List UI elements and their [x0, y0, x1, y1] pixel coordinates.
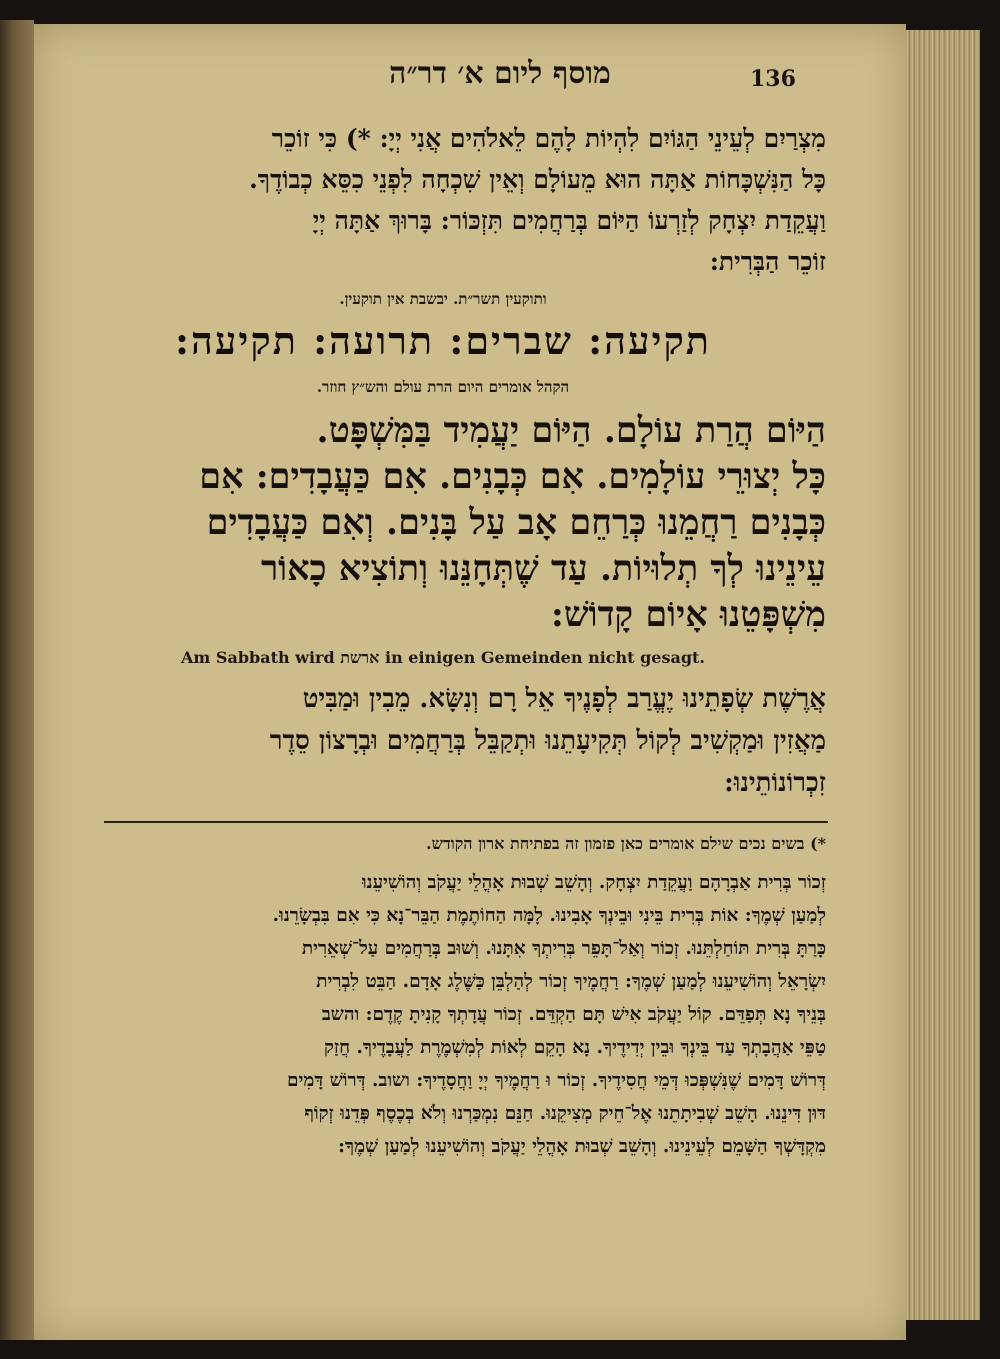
shofar-blasts-heading: תקיעה: שברים: תרועה: תקיעה:: [175, 318, 711, 363]
text-line: לְמַעַן שְׁמֶךָ: אוֹת בְּרִית בֵּינִי וּבֵינְךָ אָבִינוּ. לָמָּה הַחוֹתֶמֶת הַבֵּר־נָא כִּי אִם בִּבְשָׂרֵנוּ.: [272, 905, 826, 926]
rubric-instruction: ותוקעין תשר״ת. יבשבת אין תוקעין.: [339, 290, 547, 308]
text-line: הַיּוֹם הֲרַת עוֹלָם. הַיּוֹם יַעֲמִיד בַּמִּשְׁפָּט.: [316, 410, 826, 451]
text-line: עֵינֵינוּ לְךָ תְלוּיוֹת. עַד שֶׁתְּחָנֵּנוּ וְתוֹצִיא כָאוֹר: [260, 548, 826, 589]
text-line: דּוּן דִּינֵנוּ. הָשֵׁב שְׁבִיתָתֵנוּ אֶל־חֵיק מְצִיקֵנוּ. חַנֵּם נִמְכַּרְנוּ וְלֹא בְכֶסֶף פְּדֵנוּ זְקוֹף: [304, 1103, 826, 1124]
text-line: יִשְׂרָאֵל וְהוֹשִׁיעֵנוּ לְמַעַן שְׁמֶךָ: רַחֲמֶיךָ זְכוֹר לְהַלְבֵּן כַּשֶּׁלֶג אָדָם. הַבֵּט לִבְרִית: [316, 971, 826, 992]
page-header: [40, 56, 960, 106]
text-line: כְּבָנִים רַחֲמֵנוּ כְּרַחֵם אָב עַל בָּנִים. וְאִם כַּעֲבָדִים: [206, 502, 826, 543]
german-note: Am Sabbath wird ארשת in einigen Gemeinden nicht gesagt.: [181, 648, 705, 667]
rubric-instruction: הקהל אומרים היום הרת עולם והש״ץ חוזר.: [316, 378, 570, 396]
text-line: זוֹכֵר הַבְּרִית:: [709, 247, 826, 276]
text-line: וַעֲקֵדַת יִצְחָק לְזַרְעוֹ הַיּוֹם בְּרַחֲמִים תִּזְכּוֹר: בָּרוּךְ אַתָּה יְיָ: [312, 206, 826, 235]
page-number: 136: [750, 66, 796, 92]
text-line: מִשְׁפָּטֵנוּ אָיוֹם קָדוֹשׁ:: [550, 594, 826, 635]
text-line: בְּנֵיךָ נָא תְּפַדֵּם. קוֹל יַעֲקֹב אִישׁ תָּם הַקְדֵּם. זְכוֹר עֲדָתְךָ קָנִיתָ קֶדֶם: והשב: [321, 1004, 826, 1025]
text-line: כָּל הַנִּשְׁכָּחוֹת אַתָּה הוּא מֵעוֹלָם וְאֵין שִׁכְחָה לִפְנֵי כִסֵּא כְבוֹדֶךָ.: [249, 165, 826, 194]
running-title: מוסף ליום א׳ דר״ה: [389, 56, 611, 91]
text-line: מִצְרַיִם לְעֵינֵי הַגּוֹיִם לִהְיוֹת לָהֶם לֵאלֹהִים אֲנִי יְיָ: *) כִּי זוֹכֵר: [271, 124, 826, 153]
text-line: כָּרַתָּ בְּרִית תּוֹחַלְתֵּנוּ. זְכוֹר וְאַל־תָּפֵר בְּרִיתְךָ אִתָּנוּ. וְשׁוּב בְּרַחֲמִים עַל־שְׁאֵרִית: [301, 938, 826, 959]
paragraph-areshet: [60, 678, 826, 804]
text-line: דְּרוֹשׁ דָּמִים שֶׁנִּשְׁפְּכוּ דְּמֵי חֲסִידֶיךָ. זְכוֹר וּ רַחֲמֶיךָ יְיָ וַחֲסָדֶיךָ: ושוב. דְּרוֹשׁ דָּמִים: [287, 1070, 826, 1091]
page-stack-edges: [906, 30, 980, 1320]
text-line: מַאֲזִין וּמַקְשִׁיב לְקוֹל תְּקִיעָתֵנוּ וּתְקַבֵּל בְּרַחֲמִים וּבְרָצוֹן סֵדֶר: [269, 726, 826, 756]
book-spine-edge: [0, 20, 34, 1340]
paragraph-hayom-harat-olam: [60, 408, 826, 638]
footnote-text: [60, 866, 826, 1163]
footnote-heading: *) בשים נכים שילם אומרים כאן פזמון זה בפתיחת ארון הקודש.: [426, 834, 826, 853]
text-line: זִכְרוֹנוֹתֵינוּ:: [724, 768, 826, 798]
text-line: אֲרֶשֶׁת שְׂפָתֵינוּ יֶעֱרַב לְפָנֶיךָ אֵל רָם וְנִשָּׂא. מֵבִין וּמַבִּיט: [302, 684, 826, 714]
paragraph-zikhronot-close: [60, 118, 826, 282]
text-line: זְכוֹר בְּרִית אַבְרָהָם וַעֲקֵדַת יִצְחָק. וְהָשֵׁב שְׁבוּת אָהֳלֵי יַעֲקֹב וְהוֹשִׁיעֵנוּ: [361, 872, 826, 893]
text-line: כָּל יְצוּרֵי עוֹלָמִים. אִם כְּבָנִים. אִם כַּעֲבָדִים: אִם: [199, 456, 826, 497]
text-line: מִקְדָּשְׁךָ הַשָּׁמֵם לְעֵינֵינוּ. וְהָשֵׁב שְׁבוּת אָהֳלֵי יַעֲקֹב וְהוֹשִׁיעֵנוּ לְמַעַן שְׁמֶךָ:: [338, 1136, 826, 1157]
text-line: טַפֵּי אַהֲבָתְךָ עַד בֵּינְךָ וּבֵין יְדִידֶיךָ. נָא הָקֵם לְאוֹת לְמִשְׁמֶרֶת לַעֲבָדֶיךָ. חֲזַק: [324, 1037, 826, 1058]
footnote-divider: [104, 821, 828, 823]
